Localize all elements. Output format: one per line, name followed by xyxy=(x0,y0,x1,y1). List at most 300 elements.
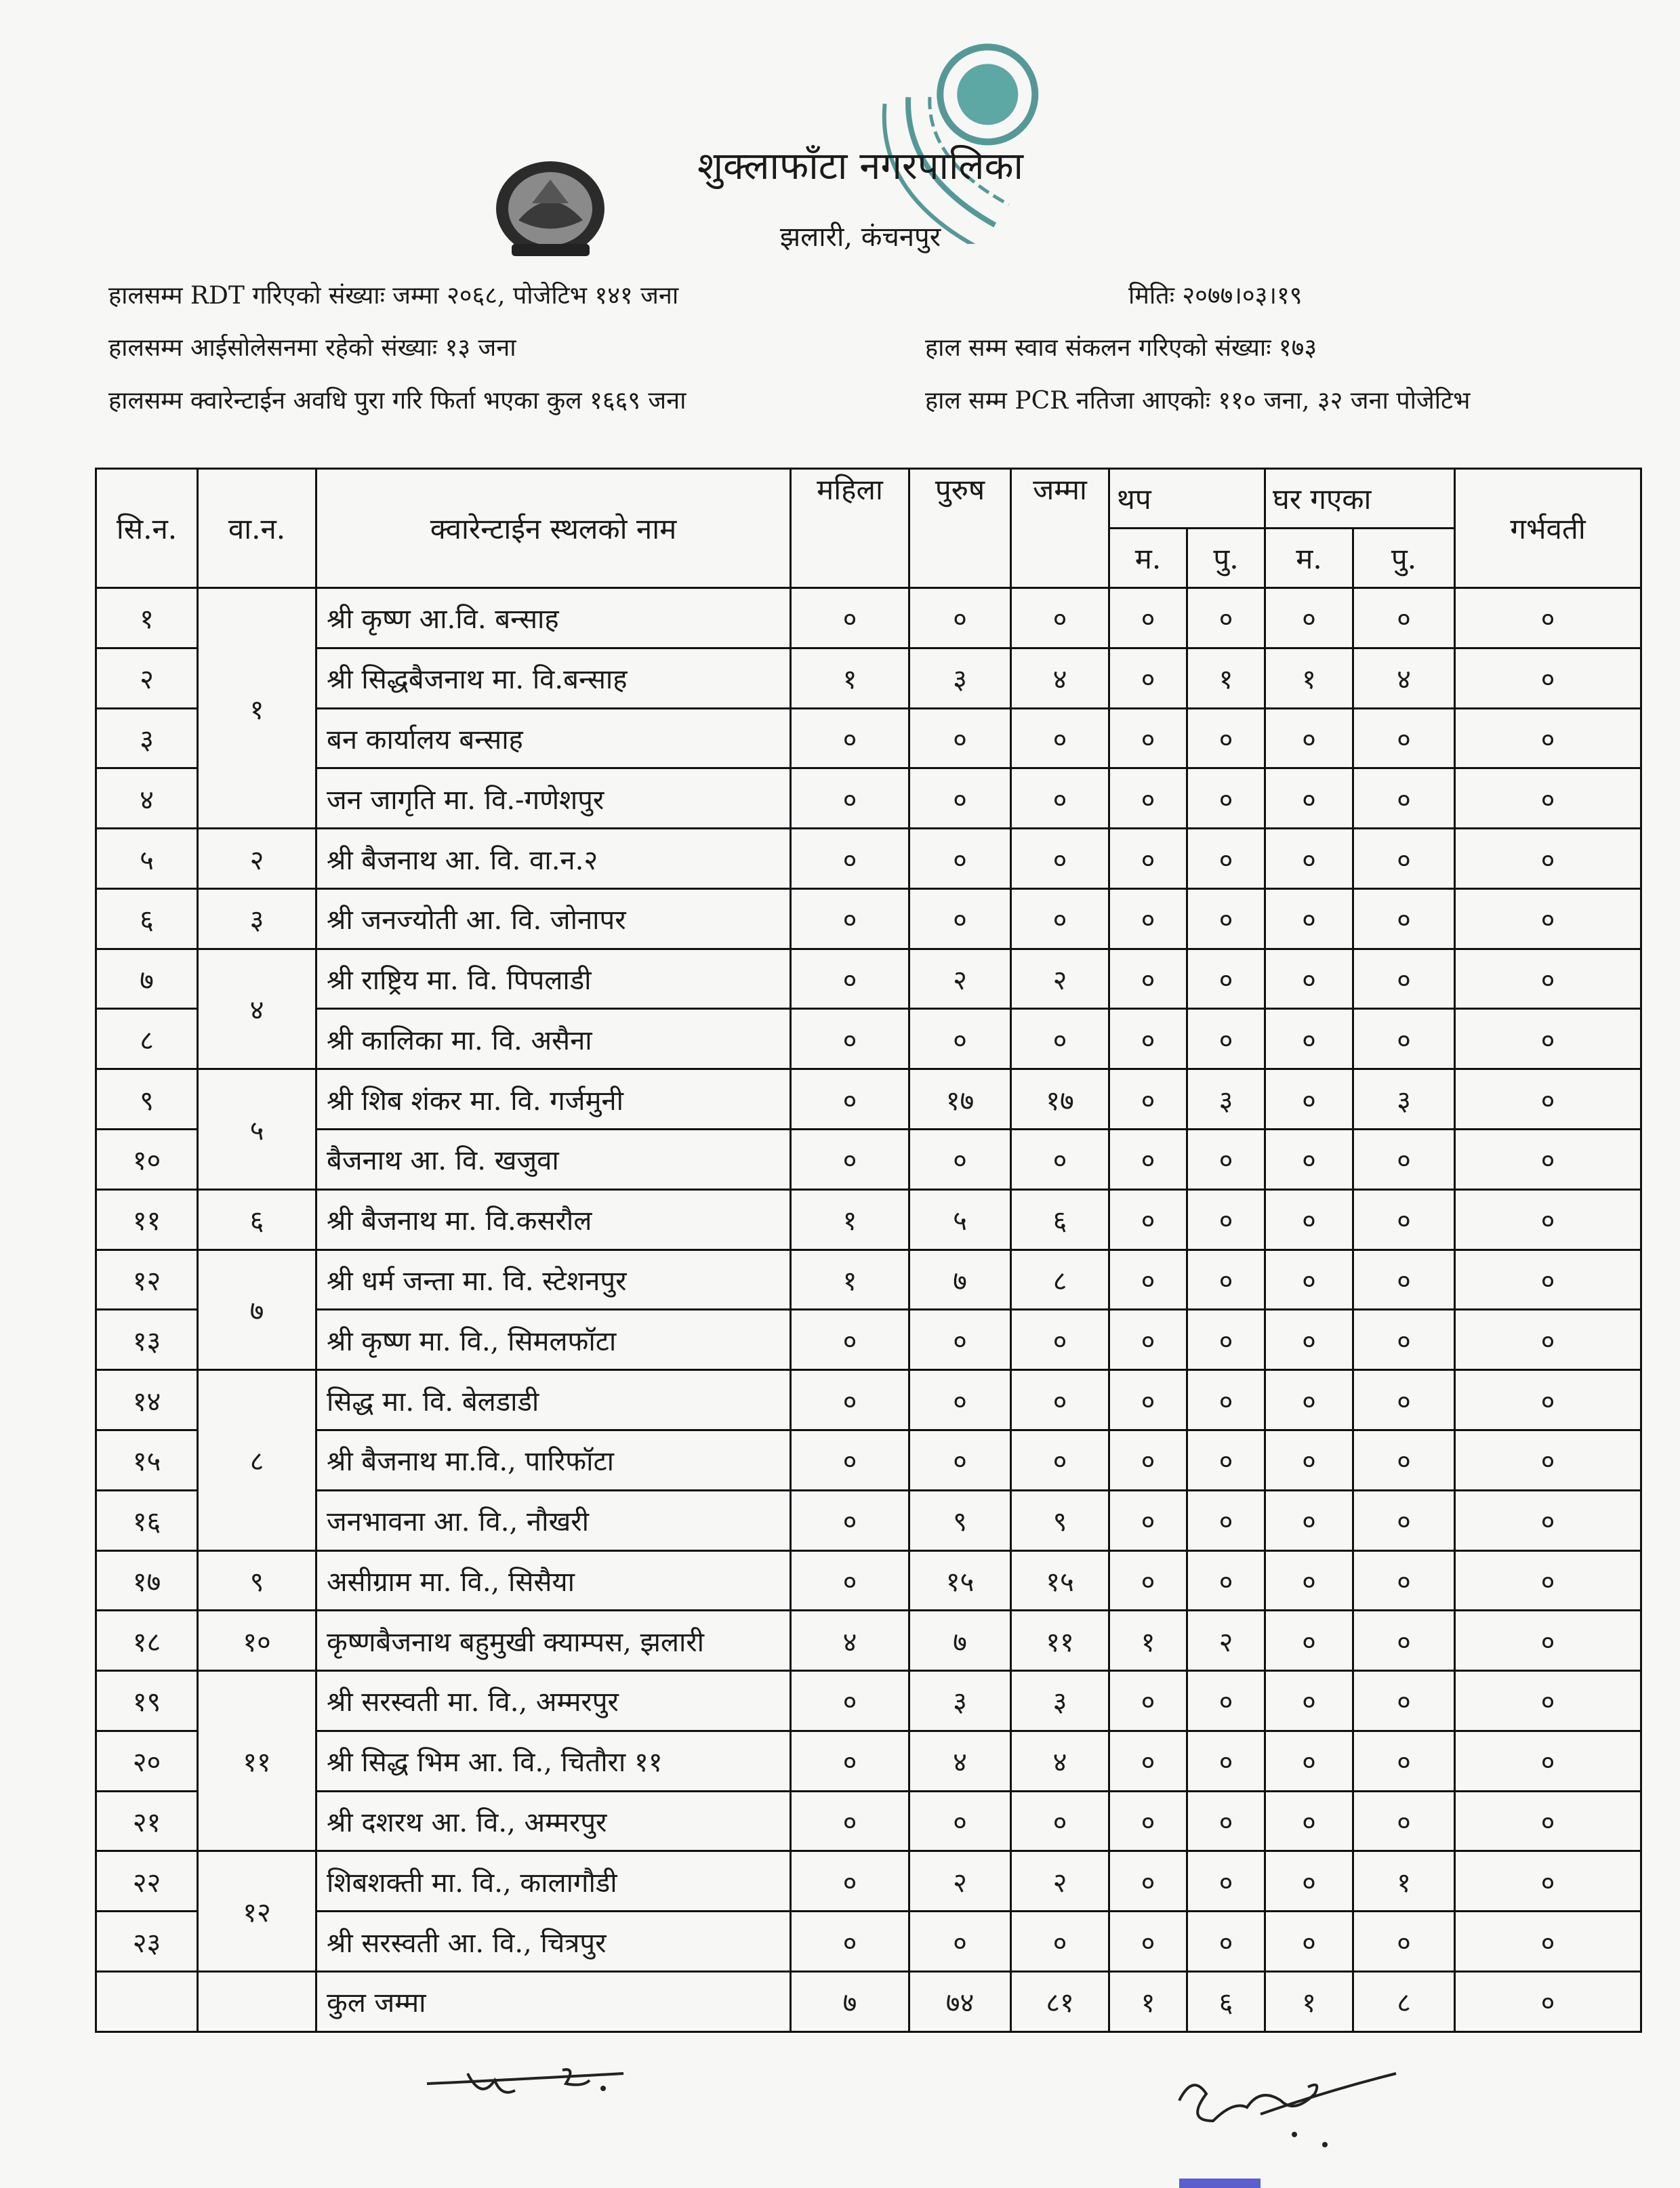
value-cell-t: ० xyxy=(1011,1370,1109,1430)
sn-cell: ६ xyxy=(96,888,198,949)
value-cell-hf: ० xyxy=(1265,1550,1353,1611)
ward-cell: ३ xyxy=(198,888,316,949)
value-cell-hm: ० xyxy=(1353,708,1455,768)
value-cell-hm: ० xyxy=(1353,1671,1455,1731)
swab-info: हाल सम्म स्वाव संकलन गरिएको संख्याः १७३ xyxy=(925,334,1317,362)
table-row xyxy=(96,1851,1641,1912)
value-cell-t: २ xyxy=(1011,949,1109,1009)
value-cell-m: ७ xyxy=(909,1250,1011,1310)
place-cell: श्री जनज्योती आ. वि. जोनापर xyxy=(316,888,791,949)
value-cell-hf: ० xyxy=(1265,708,1353,768)
value-cell-hf: ० xyxy=(1265,1130,1353,1190)
value-cell-m: ० xyxy=(909,1791,1011,1851)
value-cell-m: १७ xyxy=(909,1069,1011,1130)
value-cell-t: ० xyxy=(1011,1130,1109,1190)
value-cell-hm: ० xyxy=(1353,1370,1455,1430)
value-cell-p: ० xyxy=(1455,1009,1641,1069)
value-cell-m: ७ xyxy=(909,1611,1011,1671)
table-row xyxy=(96,829,1641,889)
value-cell-af: ० xyxy=(1109,1490,1187,1550)
value-cell-hf: ० xyxy=(1265,888,1353,949)
value-cell-af: ० xyxy=(1109,888,1187,949)
isolation-info: हालसम्म आईसोलेसनमा रहेको संख्याः १३ जना xyxy=(108,334,516,362)
value-cell-t: ० xyxy=(1011,588,1109,648)
value-cell-am: ० xyxy=(1187,1430,1265,1490)
value-cell-p: ० xyxy=(1455,1310,1641,1370)
table-row xyxy=(96,949,1641,1009)
sn-cell: २० xyxy=(96,1731,198,1791)
value-cell-hm: ० xyxy=(1353,1611,1455,1671)
place-cell: श्री कृष्ण आ.वि. बन्साह xyxy=(316,588,791,648)
place-cell: बैजनाथ आ. वि. खजुवा xyxy=(316,1130,791,1190)
value-cell-am: ० xyxy=(1187,949,1265,1009)
table-row xyxy=(96,1550,1641,1611)
value-cell-hf: ० xyxy=(1265,588,1353,648)
value-cell-am: ० xyxy=(1187,829,1265,889)
value-cell-f: १ xyxy=(791,648,909,708)
table-row xyxy=(96,1731,1641,1791)
value-cell-am: ० xyxy=(1187,1189,1265,1250)
table-row xyxy=(96,1370,1641,1430)
value-cell-f: ० xyxy=(791,1370,909,1430)
value-cell-am: ० xyxy=(1187,1310,1265,1370)
value-cell-p: ० xyxy=(1455,1791,1641,1851)
value-cell-hf: ० xyxy=(1265,1310,1353,1370)
value-cell-hm: ० xyxy=(1353,1791,1455,1851)
sn-cell: १६ xyxy=(96,1490,198,1550)
value-cell-f: ० xyxy=(791,768,909,829)
value-cell-p: ० xyxy=(1455,1370,1641,1430)
value-cell-hm: ० xyxy=(1353,1731,1455,1791)
value-cell-p: ० xyxy=(1455,768,1641,829)
value-cell-am: ० xyxy=(1187,588,1265,648)
place-cell: कृष्णबैजनाथ बहुमुखी क्याम्पस, झलारी xyxy=(316,1611,791,1671)
header-home-male: पु. xyxy=(1353,529,1455,588)
table-row xyxy=(96,1791,1641,1851)
ward-cell: १० xyxy=(198,1611,316,1671)
value-cell-af: ० xyxy=(1109,1550,1187,1611)
rdt-info: हालसम्म RDT गरिएको संख्याः जम्मा २०६८, पोजेटिभ १४१ जना xyxy=(108,282,679,310)
place-cell: सिद्ध मा. वि. बेलडाडी xyxy=(316,1370,791,1430)
value-cell-hf: ० xyxy=(1265,1009,1353,1069)
sn-cell: १३ xyxy=(96,1310,198,1370)
value-cell-p: ० xyxy=(1455,1189,1641,1250)
value-cell-hm: ० xyxy=(1353,1130,1455,1190)
table-row xyxy=(96,1069,1641,1130)
value-cell-t: १५ xyxy=(1011,1550,1109,1611)
value-cell-am: ० xyxy=(1187,708,1265,768)
blue-mark xyxy=(1179,2179,1261,2188)
value-cell-p: ० xyxy=(1455,888,1641,949)
value-cell-am: ० xyxy=(1187,1671,1265,1731)
sn-cell: १५ xyxy=(96,1430,198,1490)
total-ward-cell xyxy=(198,1971,316,2031)
place-cell: श्री सरस्वती आ. वि., चित्रपुर xyxy=(316,1912,791,1972)
value-cell-p: ० xyxy=(1455,648,1641,708)
place-cell: श्री बैजनाथ मा. वि.कसरौल xyxy=(316,1189,791,1250)
value-cell-hf: १ xyxy=(1265,648,1353,708)
value-cell-m: ० xyxy=(909,1370,1011,1430)
value-cell-m: ० xyxy=(909,888,1011,949)
value-cell-am: १ xyxy=(1187,648,1265,708)
signature-right xyxy=(1166,2060,1410,2162)
value-cell-af: ० xyxy=(1109,1250,1187,1310)
value-cell-m: २ xyxy=(909,949,1011,1009)
value-cell-p: ० xyxy=(1455,1250,1641,1310)
value-cell-m: ३ xyxy=(909,1671,1011,1731)
value-cell-p: ० xyxy=(1455,1731,1641,1791)
table-row xyxy=(96,1250,1641,1310)
value-cell-m: ३ xyxy=(909,648,1011,708)
value-cell-p: ० xyxy=(1455,588,1641,648)
value-cell-hm: ४ xyxy=(1353,648,1455,708)
sn-cell: २३ xyxy=(96,1912,198,1972)
value-cell-f: ० xyxy=(791,708,909,768)
value-cell-hm: ० xyxy=(1353,829,1455,889)
value-cell-af: ० xyxy=(1109,1731,1187,1791)
value-cell-hf: ० xyxy=(1265,829,1353,889)
value-cell-am: ० xyxy=(1187,1250,1265,1310)
ward-cell: ७ xyxy=(198,1250,316,1370)
header-home-female: म. xyxy=(1265,529,1353,588)
value-cell-hm: ० xyxy=(1353,1550,1455,1611)
total-cell-p: ० xyxy=(1455,1971,1641,2031)
ward-cell: ४ xyxy=(198,949,316,1069)
value-cell-hf: ० xyxy=(1265,1851,1353,1912)
value-cell-af: ० xyxy=(1109,648,1187,708)
value-cell-am: २ xyxy=(1187,1611,1265,1671)
place-cell: श्री सरस्वती मा. वि., अम्मरपुर xyxy=(316,1671,791,1731)
header-added: थप xyxy=(1109,469,1265,529)
value-cell-hm: ० xyxy=(1353,1250,1455,1310)
table-row xyxy=(96,768,1641,829)
value-cell-hf: ० xyxy=(1265,1370,1353,1430)
value-cell-hm: ० xyxy=(1353,588,1455,648)
value-cell-m: ४ xyxy=(909,1731,1011,1791)
value-cell-af: ० xyxy=(1109,829,1187,889)
value-cell-am: ० xyxy=(1187,1490,1265,1550)
value-cell-t: ४ xyxy=(1011,648,1109,708)
place-cell: श्री बैजनाथ आ. वि. वा.न.२ xyxy=(316,829,791,889)
sn-cell: ४ xyxy=(96,768,198,829)
value-cell-t: ० xyxy=(1011,1912,1109,1972)
value-cell-p: ० xyxy=(1455,1671,1641,1731)
sn-cell: ९ xyxy=(96,1069,198,1130)
value-cell-hf: ० xyxy=(1265,949,1353,1009)
ward-cell: ९ xyxy=(198,1550,316,1611)
header-place: क्वारेन्टाईन स्थलको नाम xyxy=(316,469,791,588)
value-cell-f: ० xyxy=(791,1731,909,1791)
total-sn-cell xyxy=(96,1971,198,2031)
value-cell-af: ० xyxy=(1109,1430,1187,1490)
value-cell-m: ० xyxy=(909,588,1011,648)
sn-cell: ५ xyxy=(96,829,198,889)
value-cell-t: ११ xyxy=(1011,1611,1109,1671)
sn-cell: ११ xyxy=(96,1189,198,1250)
value-cell-f: १ xyxy=(791,1250,909,1310)
signature-left xyxy=(420,2053,637,2114)
value-cell-am: ३ xyxy=(1187,1069,1265,1130)
value-cell-t: ० xyxy=(1011,768,1109,829)
value-cell-f: ० xyxy=(791,1310,909,1370)
place-cell: असीग्राम मा. वि., सिसैया xyxy=(316,1550,791,1611)
value-cell-f: ० xyxy=(791,1430,909,1490)
ward-cell: ८ xyxy=(198,1370,316,1550)
ward-cell: ११ xyxy=(198,1671,316,1851)
value-cell-t: ६ xyxy=(1011,1189,1109,1250)
header-added-female: म. xyxy=(1109,529,1187,588)
header-total: जम्मा xyxy=(1011,469,1109,588)
value-cell-p: ० xyxy=(1455,829,1641,889)
value-cell-hm: ० xyxy=(1353,1912,1455,1972)
value-cell-f: ० xyxy=(791,1009,909,1069)
value-cell-t: ० xyxy=(1011,708,1109,768)
value-cell-am: ० xyxy=(1187,1851,1265,1912)
total-cell-f: ७ xyxy=(791,1971,909,2031)
value-cell-hm: ० xyxy=(1353,1430,1455,1490)
sn-cell: २१ xyxy=(96,1791,198,1851)
total-row xyxy=(96,1971,1641,2031)
place-cell: श्री सिद्धबैजनाथ मा. वि.बन्साह xyxy=(316,648,791,708)
sn-cell: १२ xyxy=(96,1250,198,1310)
table-row xyxy=(96,1430,1641,1490)
value-cell-m: ० xyxy=(909,1310,1011,1370)
value-cell-t: ० xyxy=(1011,1310,1109,1370)
place-cell: श्री सिद्ध भिम आ. वि., चितौरा ११ xyxy=(316,1731,791,1791)
ward-cell: ५ xyxy=(198,1069,316,1190)
value-cell-t: ३ xyxy=(1011,1671,1109,1731)
value-cell-am: ० xyxy=(1187,1130,1265,1190)
sn-cell: २२ xyxy=(96,1851,198,1912)
ward-cell: २ xyxy=(198,829,316,889)
header-ward: वा.न. xyxy=(198,469,316,588)
value-cell-af: ० xyxy=(1109,1912,1187,1972)
report-date: मितिः २०७७।०३।१९ xyxy=(1128,282,1303,310)
table-row xyxy=(96,1611,1641,1671)
value-cell-af: ० xyxy=(1109,768,1187,829)
value-cell-am: ० xyxy=(1187,1550,1265,1611)
table-row xyxy=(96,648,1641,708)
office-stamp-icon xyxy=(817,27,1061,244)
value-cell-af: ० xyxy=(1109,708,1187,768)
value-cell-am: ० xyxy=(1187,888,1265,949)
place-cell: श्री कृष्ण मा. वि., सिमलफॉटा xyxy=(316,1310,791,1370)
value-cell-am: ० xyxy=(1187,1791,1265,1851)
value-cell-p: ० xyxy=(1455,1069,1641,1130)
table-body xyxy=(96,588,1641,2032)
value-cell-am: ० xyxy=(1187,1731,1265,1791)
quarantine-table xyxy=(95,468,1642,2033)
pcr-info: हाल सम्म PCR नतिजा आएकोः ११० जना, ३२ जना पोजेटिभ xyxy=(925,387,1471,415)
header-male: पुरुष xyxy=(909,469,1011,588)
value-cell-p: ० xyxy=(1455,708,1641,768)
value-cell-f: ० xyxy=(791,1069,909,1130)
value-cell-hm: ० xyxy=(1353,1490,1455,1550)
value-cell-t: ८ xyxy=(1011,1250,1109,1310)
value-cell-af: ० xyxy=(1109,1009,1187,1069)
value-cell-m: ० xyxy=(909,1009,1011,1069)
ward-cell: १२ xyxy=(198,1851,316,1972)
value-cell-f: ० xyxy=(791,888,909,949)
table-row xyxy=(96,708,1641,768)
value-cell-hm: ० xyxy=(1353,1310,1455,1370)
total-cell-hf: १ xyxy=(1265,1971,1353,2031)
ward-cell: ६ xyxy=(198,1189,316,1250)
value-cell-hm: ० xyxy=(1353,768,1455,829)
value-cell-m: ० xyxy=(909,1912,1011,1972)
sn-cell: १७ xyxy=(96,1550,198,1611)
value-cell-af: ० xyxy=(1109,1370,1187,1430)
header-went-home: घर गएका xyxy=(1265,469,1455,529)
sn-cell: २ xyxy=(96,648,198,708)
value-cell-hf: ० xyxy=(1265,1912,1353,1972)
value-cell-f: ० xyxy=(791,1851,909,1912)
value-cell-f: ० xyxy=(791,588,909,648)
value-cell-hf: ० xyxy=(1265,1671,1353,1731)
value-cell-t: ० xyxy=(1011,829,1109,889)
value-cell-af: १ xyxy=(1109,1611,1187,1671)
table-row xyxy=(96,1671,1641,1731)
place-cell: श्री बैजनाथ मा.वि., पारिफॉटा xyxy=(316,1430,791,1490)
value-cell-p: ० xyxy=(1455,1130,1641,1190)
header-sn: सि.न. xyxy=(96,469,198,588)
place-cell: श्री राष्ट्रिय मा. वि. पिपलाडी xyxy=(316,949,791,1009)
value-cell-af: ० xyxy=(1109,1791,1187,1851)
value-cell-p: ० xyxy=(1455,1430,1641,1490)
value-cell-p: ० xyxy=(1455,1550,1641,1611)
value-cell-m: ५ xyxy=(909,1189,1011,1250)
value-cell-hf: ० xyxy=(1265,1250,1353,1310)
value-cell-m: ० xyxy=(909,1430,1011,1490)
value-cell-t: ० xyxy=(1011,1430,1109,1490)
value-cell-p: ० xyxy=(1455,1851,1641,1912)
total-cell-m: ७४ xyxy=(909,1971,1011,2031)
value-cell-p: ० xyxy=(1455,949,1641,1009)
value-cell-af: ० xyxy=(1109,588,1187,648)
sn-cell: ७ xyxy=(96,949,198,1009)
quarantine-returned-info: हालसम्म क्वारेन्टाईन अवधि पुरा गरि फिर्ता भएका कुल १६६९ जना xyxy=(108,387,687,415)
value-cell-m: १५ xyxy=(909,1550,1011,1611)
table-row xyxy=(96,1912,1641,1972)
value-cell-hm: ० xyxy=(1353,1009,1455,1069)
table-row xyxy=(96,588,1641,648)
total-cell-af: १ xyxy=(1109,1971,1187,2031)
value-cell-hm: १ xyxy=(1353,1851,1455,1912)
value-cell-m: ० xyxy=(909,768,1011,829)
total-cell-hm: ८ xyxy=(1353,1971,1455,2031)
value-cell-am: ० xyxy=(1187,1912,1265,1972)
office-name: शुक्लाफाँटा नगरपालिका xyxy=(697,144,1024,188)
value-cell-hm: ३ xyxy=(1353,1069,1455,1130)
value-cell-f: ० xyxy=(791,1490,909,1550)
table-row xyxy=(96,1189,1641,1250)
value-cell-hf: ० xyxy=(1265,1791,1353,1851)
total-cell-t: ८१ xyxy=(1011,1971,1109,2031)
header-pregnant: गर्भवती xyxy=(1455,469,1641,588)
place-cell: श्री शिब शंकर मा. वि. गर्जमुनी xyxy=(316,1069,791,1130)
place-cell: जनभावना आ. वि., नौखरी xyxy=(316,1490,791,1550)
value-cell-p: ० xyxy=(1455,1490,1641,1550)
value-cell-am: ० xyxy=(1187,768,1265,829)
value-cell-m: ० xyxy=(909,829,1011,889)
value-cell-hf: ० xyxy=(1265,1731,1353,1791)
place-cell: शिबशक्ती मा. वि., कालागौडी xyxy=(316,1851,791,1912)
place-cell: जन जागृति मा. वि.-गणेशपुर xyxy=(316,768,791,829)
office-address: झलारी, कंचनपुर xyxy=(779,222,941,253)
value-cell-f: ० xyxy=(791,1550,909,1611)
value-cell-m: ० xyxy=(909,1130,1011,1190)
place-cell: श्री धर्म जन्ता मा. वि. स्टेशनपुर xyxy=(316,1250,791,1310)
table-row xyxy=(96,888,1641,949)
value-cell-af: ० xyxy=(1109,949,1187,1009)
value-cell-f: ४ xyxy=(791,1611,909,1671)
value-cell-t: ० xyxy=(1011,1791,1109,1851)
place-cell: बन कार्यालय बन्साह xyxy=(316,708,791,768)
value-cell-t: ९ xyxy=(1011,1490,1109,1550)
table-row xyxy=(96,1009,1641,1069)
place-cell: श्री दशरथ आ. वि., अम्मरपुर xyxy=(316,1791,791,1851)
value-cell-af: ० xyxy=(1109,1130,1187,1190)
total-label: कुल जम्मा xyxy=(316,1971,791,2031)
value-cell-f: ० xyxy=(791,1791,909,1851)
value-cell-hf: ० xyxy=(1265,1611,1353,1671)
value-cell-af: ० xyxy=(1109,1671,1187,1731)
value-cell-m: ९ xyxy=(909,1490,1011,1550)
value-cell-af: ० xyxy=(1109,1069,1187,1130)
value-cell-am: ० xyxy=(1187,1370,1265,1430)
value-cell-t: १७ xyxy=(1011,1069,1109,1130)
header-female: महिला xyxy=(791,469,909,588)
table-row xyxy=(96,1310,1641,1370)
value-cell-am: ० xyxy=(1187,1009,1265,1069)
sn-cell: १ xyxy=(96,588,198,648)
value-cell-af: ० xyxy=(1109,1189,1187,1250)
value-cell-hf: ० xyxy=(1265,768,1353,829)
value-cell-hf: ० xyxy=(1265,1069,1353,1130)
value-cell-hm: ० xyxy=(1353,949,1455,1009)
sn-cell: १० xyxy=(96,1130,198,1190)
sn-cell: १८ xyxy=(96,1611,198,1671)
value-cell-hf: ० xyxy=(1265,1430,1353,1490)
value-cell-f: ० xyxy=(791,1912,909,1972)
total-cell-am: ६ xyxy=(1187,1971,1265,2031)
place-cell: श्री कालिका मा. वि. असैना xyxy=(316,1009,791,1069)
value-cell-f: ० xyxy=(791,949,909,1009)
value-cell-t: ० xyxy=(1011,1009,1109,1069)
value-cell-f: १ xyxy=(791,1189,909,1250)
value-cell-hm: ० xyxy=(1353,888,1455,949)
ward-cell: १ xyxy=(198,588,316,829)
value-cell-hf: ० xyxy=(1265,1490,1353,1550)
value-cell-af: ० xyxy=(1109,1851,1187,1912)
value-cell-p: ० xyxy=(1455,1912,1641,1972)
value-cell-p: ० xyxy=(1455,1611,1641,1671)
value-cell-m: ० xyxy=(909,708,1011,768)
table-row xyxy=(96,1130,1641,1190)
sn-cell: ८ xyxy=(96,1009,198,1069)
value-cell-hm: ० xyxy=(1353,1189,1455,1250)
value-cell-hf: ० xyxy=(1265,1189,1353,1250)
value-cell-f: ० xyxy=(791,829,909,889)
sn-cell: १९ xyxy=(96,1671,198,1731)
value-cell-f: ० xyxy=(791,1671,909,1731)
value-cell-t: ० xyxy=(1011,888,1109,949)
sn-cell: १४ xyxy=(96,1370,198,1430)
value-cell-f: ० xyxy=(791,1130,909,1190)
table-row xyxy=(96,1490,1641,1550)
header-added-male: पु. xyxy=(1187,529,1265,588)
value-cell-t: २ xyxy=(1011,1851,1109,1912)
